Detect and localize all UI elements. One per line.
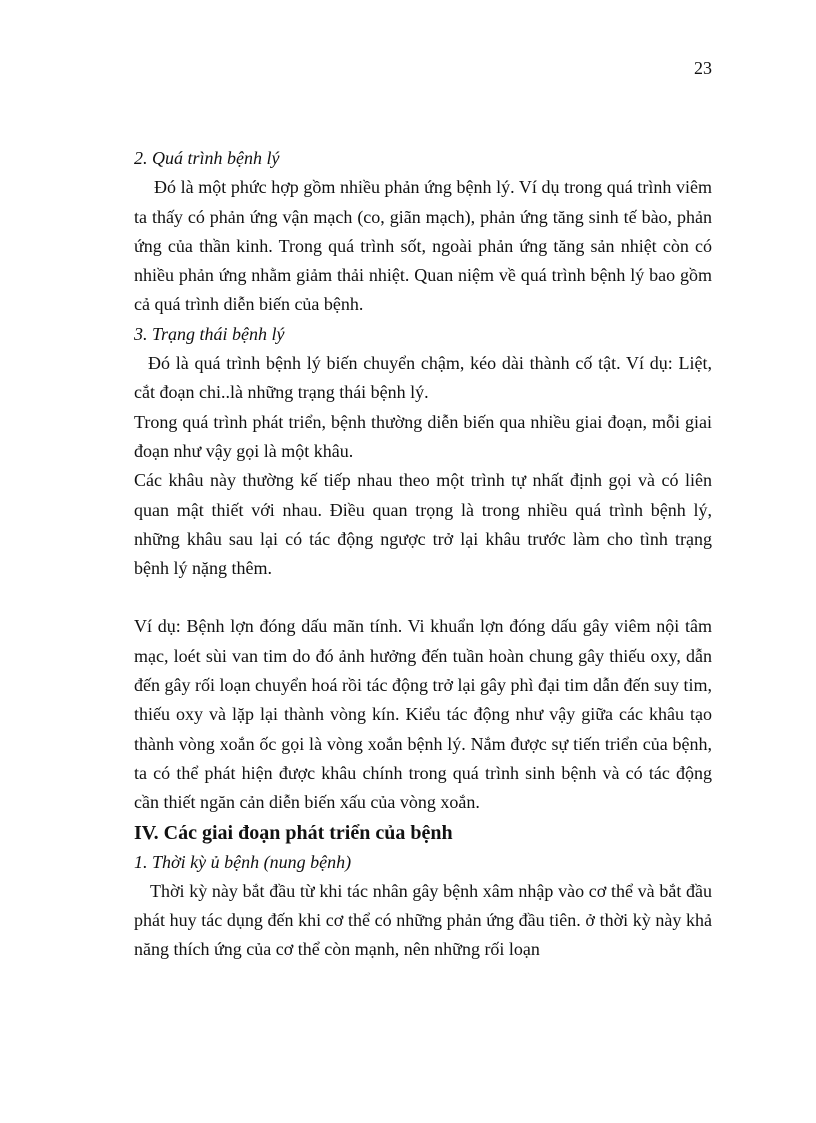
- section-3-paragraph-2: Trong quá trình phát triển, bệnh thường diễn biến qua nhiều giai đoạn, mỗi giai đoạn như vậy gọi là một khâu.: [134, 411, 712, 461]
- section-2-paragraph: Đó là một phức hợp gồm nhiều phản ứng bệnh lý. Ví dụ trong quá trình viêm ta thấy có phản ứng vận mạch (co, giãn mạch), phản ứng tăng sinh tế bào, phản ứng của thần kinh. Trong quá trình sốt, ngoài phản ứng tăng sản nhiệt còn có nhiều phản ứng nhằm giảm thải nhiệt. Quan niệm về quá trình bệnh lý bao gồm cả quá trình diễn biến của bệnh.: [134, 177, 712, 315]
- page-number: 23: [694, 58, 712, 78]
- page-body: [134, 144, 712, 965]
- section-2-title: 2. Quá trình bệnh lý: [134, 148, 280, 168]
- section-3-paragraph-3: Các khâu này thường kế tiếp nhau theo một trình tự nhất định gọi và có liên quan mật thiết với nhau. Điều quan trọng là trong nhiều quá trình bệnh lý, những khâu sau lại có tác động ngược trở lại khâu trước làm cho tình trạng bệnh lý nặng thêm.: [134, 470, 712, 579]
- paragraph-spacer: [134, 583, 712, 612]
- section-iv-sub-1-paragraph: Thời kỳ này bắt đầu từ khi tác nhân gây bệnh xâm nhập vào cơ thể và bắt đầu phát huy tác dụng đến khi cơ thể có những phản ứng đầu tiên. ở thời kỳ này khả năng thích ứng của cơ thể còn mạnh, nên những rối loạn: [134, 880, 712, 960]
- section-iv-heading: IV. Các giai đoạn phát triển của bệnh: [134, 821, 453, 844]
- example-paragraph: Ví dụ: Bệnh lợn đóng dấu mãn tính. Vi khuẩn lợn đóng dấu gây viêm nội tâm mạc, loét sùi van tim do đó ảnh hưởng đến tuần hoàn chung gây thiếu oxy, dẫn đến gây rối loạn chuyển hoá rồi tác động trở lại gây phì đại tim dẫn đến suy tim, thiếu oxy và lặp lại thành vòng kín. Kiểu tác động như vậy giữa các khâu tạo thành vòng xoắn ốc gọi là vòng xoắn bệnh lý. Nắm được sự tiến triển của bệnh, ta có thể phát hiện được khâu chính trong quá trình sinh bệnh và có tác động cần thiết ngăn cản diễn biến xấu của vòng xoắn.: [134, 616, 712, 813]
- section-3-paragraph-1: Đó là quá trình bệnh lý biến chuyển chậm, kéo dài thành cố tật. Ví dụ: Liệt, cắt đoạn chi..là những trạng thái bệnh lý.: [134, 353, 712, 403]
- section-iv-sub-1-title: 1. Thời kỳ ủ bệnh (nung bệnh): [134, 851, 352, 872]
- section-3-title: 3. Trạng thái bệnh lý: [134, 323, 285, 344]
